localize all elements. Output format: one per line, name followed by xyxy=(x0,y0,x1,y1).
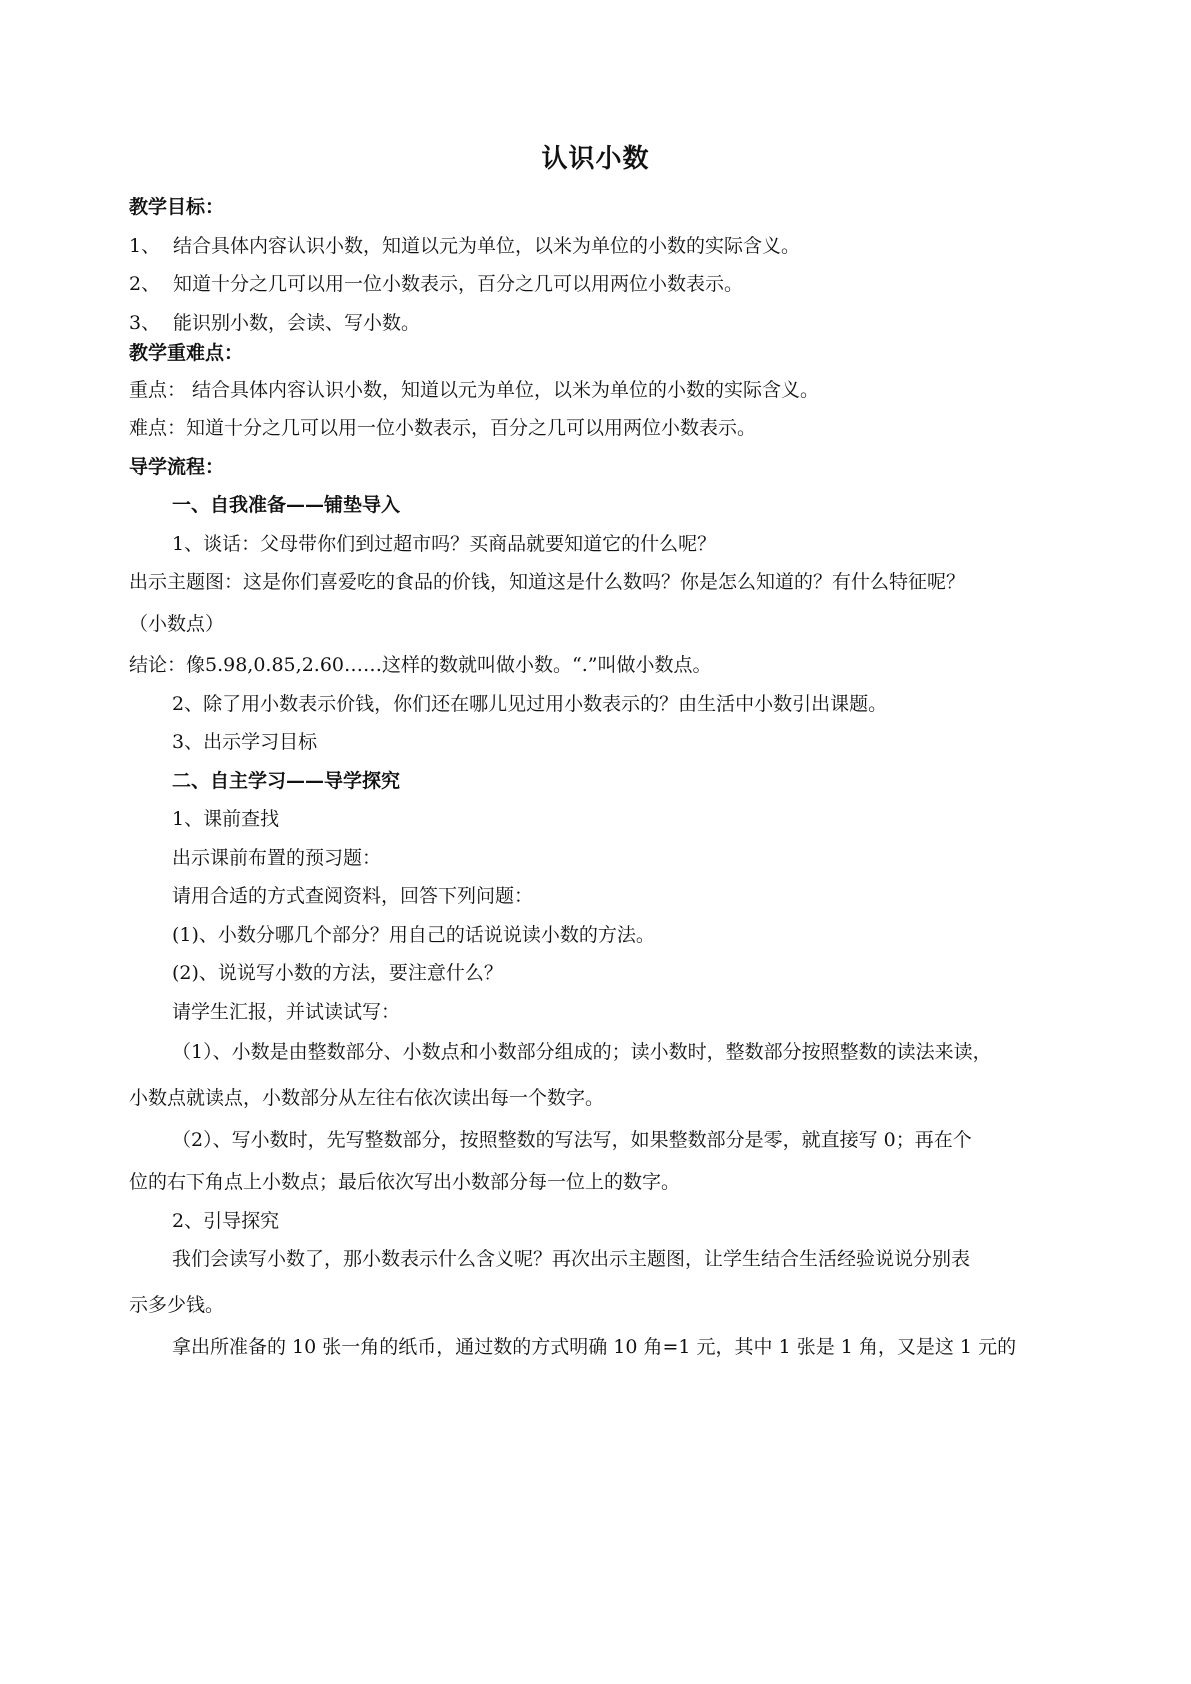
section1-paragraph: 结论：像5.98,0.85,2.60……这样的数就叫做小数。“.”叫做小数点。 xyxy=(129,654,712,676)
objective-text: 能识别小数，会读、写小数。 xyxy=(173,312,421,334)
section2-heading: 二、自主学习——导学探究 xyxy=(172,770,401,792)
section2-paragraph: 小数点就读点，小数部分从左往右依次读出每一个数字。 xyxy=(129,1087,605,1109)
objective-text: 知道十分之几可以用一位小数表示，百分之几可以用两位小数表示。 xyxy=(173,273,744,295)
section2-paragraph: (2)、说说写小数的方法，要注意什么？ xyxy=(172,962,503,984)
section2-paragraph: （1）、小数是由整数部分、小数点和小数部分组成的；读小数时，整数部分按照整数的读法来读， xyxy=(172,1041,992,1063)
section2-paragraph: 2、引导探究 xyxy=(172,1210,280,1232)
process-heading: 导学流程： xyxy=(129,456,225,478)
section1-paragraph: （小数点） xyxy=(129,613,225,635)
section1-paragraph: 3、出示学习目标 xyxy=(172,731,318,753)
section2-paragraph: 请用合适的方式查阅资料，回答下列问题： xyxy=(172,885,534,907)
section2-paragraph: 1、课前查找 xyxy=(172,808,280,830)
objective-number: 3、 xyxy=(129,312,161,334)
section2-paragraph: （2）、写小数时，先写整数部分，按照整数的写法写，如果整数部分是零，就直接写 0；再在个 xyxy=(172,1129,972,1151)
objective-text: 结合具体内容认识小数，知道以元为单位，以米为单位的小数的实际含义。 xyxy=(173,235,801,257)
focus-point: 重点： 结合具体内容认识小数，知道以元为单位，以米为单位的小数的实际含义。 xyxy=(129,379,820,401)
section1-paragraph: 出示主题图：这是你们喜爱吃的食品的价钱，知道这是什么数吗？你是怎么知道的？有什么特征呢？ xyxy=(129,571,966,593)
section2-paragraph: (1)、小数分哪几个部分？用自己的话说说读小数的方法。 xyxy=(172,924,655,946)
section2-paragraph: 拿出所准备的 10 张一角的纸币，通过数的方式明确 10 角=1 元，其中 1 张是 1 角，又是这 1 元的 xyxy=(172,1336,1017,1358)
keypoints-heading: 教学重难点： xyxy=(129,342,244,364)
section1-heading: 一、自我准备——铺垫导入 xyxy=(172,494,401,516)
section1-paragraph: 2、除了用小数表示价钱，你们还在哪儿见过用小数表示的？由生活中小数引出课题。 xyxy=(172,693,888,715)
difficulty-point: 难点：知道十分之几可以用一位小数表示，百分之几可以用两位小数表示。 xyxy=(129,417,757,439)
objective-item-3 xyxy=(129,311,420,335)
page-title: 认识小数 xyxy=(541,144,650,174)
section1-paragraph: 1、谈话：父母带你们到过超市吗？买商品就要知道它的什么呢？ xyxy=(172,533,717,555)
section2-paragraph: 示多少钱。 xyxy=(129,1294,225,1316)
objective-number: 2、 xyxy=(129,273,161,295)
objective-item-1 xyxy=(129,234,800,258)
section2-paragraph: 请学生汇报，并试读试写： xyxy=(172,1001,401,1023)
section2-paragraph: 位的右下角点上小数点；最后依次写出小数部分每一位上的数字。 xyxy=(129,1171,681,1193)
section2-paragraph: 出示课前布置的预习题： xyxy=(172,847,382,869)
objective-item-2 xyxy=(129,272,743,296)
objective-number: 1、 xyxy=(129,235,161,257)
section2-paragraph: 我们会读写小数了，那小数表示什么含义呢？再次出示主题图，让学生结合生活经验说说分别表 xyxy=(172,1248,971,1270)
objectives-heading: 教学目标： xyxy=(129,196,225,218)
